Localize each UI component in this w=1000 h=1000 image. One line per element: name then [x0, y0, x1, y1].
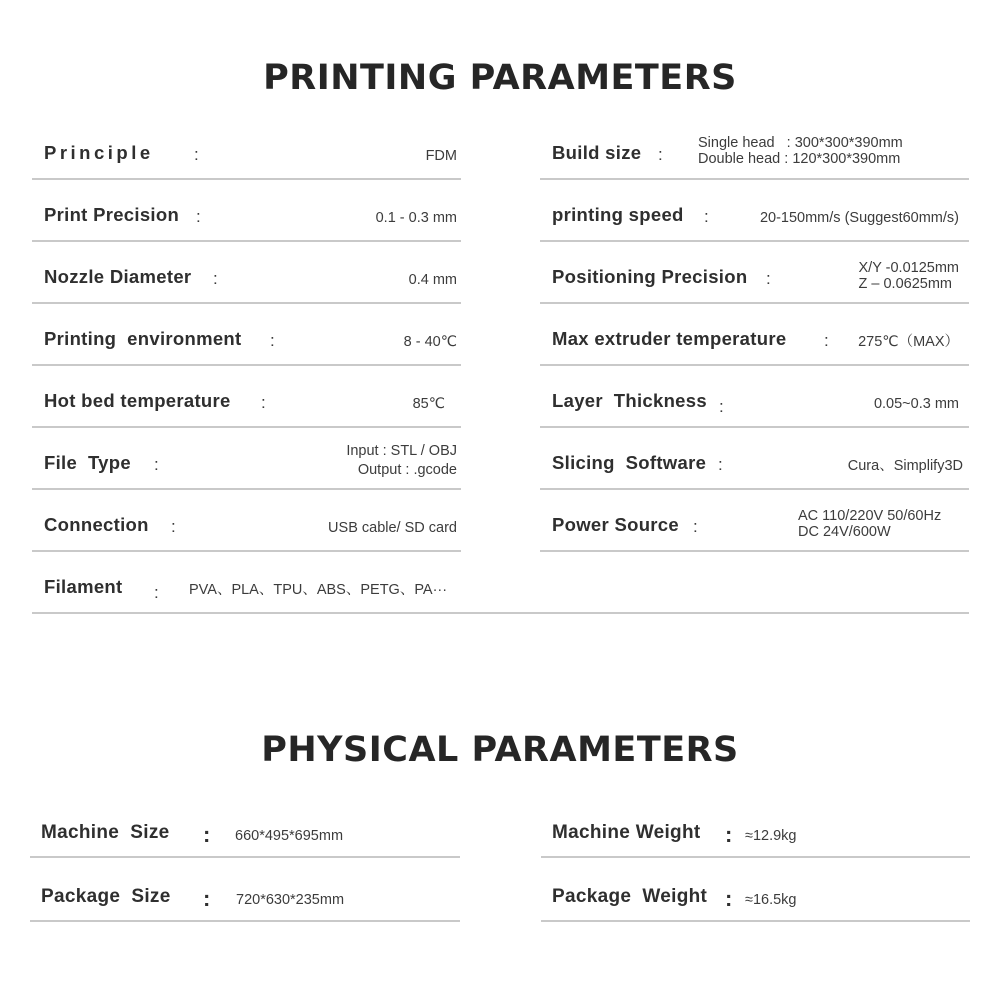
- spec-value-line: Output : .gcode: [357, 462, 457, 478]
- spec-colon: :: [704, 207, 709, 226]
- spec-value: [346, 442, 457, 480]
- spec-value-line: AC 110/220V 50/60Hz: [798, 508, 942, 524]
- spec-label: Connection: [44, 514, 149, 535]
- spec-colon: :: [196, 207, 201, 226]
- spec-value: 20-150mm/s (Suggest60mm/s): [759, 210, 959, 226]
- spec-value: ≈16.5kg: [745, 892, 797, 908]
- spec-row-nozzle-diameter: [32, 250, 461, 304]
- spec-colon: :: [261, 393, 266, 412]
- spec-label: Package Weight: [552, 886, 708, 907]
- physical-parameters-title: PHYSICAL PARAMETERS: [261, 730, 739, 770]
- spec-row-machine-weight: [541, 802, 970, 858]
- spec-row-printing-speed: [540, 188, 969, 242]
- spec-label: Slicing Software: [552, 452, 707, 473]
- spec-row-slicing-software: [540, 436, 969, 490]
- spec-label: Principle: [44, 142, 154, 163]
- spec-colon: :: [154, 455, 159, 474]
- spec-value-line: Input : STL / OBJ: [346, 443, 457, 459]
- spec-row-build-size: [540, 126, 969, 180]
- spec-row-max-extruder-temperature: [540, 312, 969, 366]
- spec-colon: :: [194, 145, 199, 164]
- spec-value-line: X/Y -0.0125mm: [858, 260, 959, 276]
- spec-colon: :: [154, 583, 159, 602]
- spec-row-filament: [32, 560, 969, 614]
- spec-label: Filament: [44, 576, 123, 597]
- printing-parameters-title: PRINTING PARAMETERS: [263, 58, 737, 98]
- spec-value-line: Z – 0.0625mm: [858, 276, 953, 292]
- spec-value: 660*495*695mm: [235, 828, 344, 844]
- spec-row-file-type: [32, 436, 461, 490]
- spec-row-connection: [32, 498, 461, 552]
- spec-label: Hot bed temperature: [44, 390, 231, 411]
- spec-value-line: DC 24V/600W: [798, 524, 891, 540]
- spec-row-hot-bed-temperature: [32, 374, 461, 428]
- spec-row-machine-size: [30, 802, 460, 858]
- spec-row-package-weight: [541, 866, 970, 922]
- spec-label: Package Size: [41, 886, 171, 907]
- spec-row-package-size: [30, 866, 460, 922]
- spec-colon: :: [719, 397, 724, 416]
- spec-value: ≈12.9kg: [745, 828, 797, 844]
- spec-colon: :: [824, 331, 829, 350]
- spec-colon: :: [203, 886, 211, 911]
- spec-value: 8 - 40℃: [403, 334, 457, 350]
- spec-colon: :: [725, 886, 733, 911]
- spec-label: printing speed: [552, 204, 684, 225]
- spec-value: 275℃（MAX）: [858, 334, 959, 350]
- spec-label: Positioning Precision: [552, 266, 748, 287]
- spec-value: [698, 135, 903, 167]
- spec-value: [859, 260, 959, 292]
- spec-label: Build size: [552, 142, 642, 163]
- spec-label: File Type: [44, 452, 131, 473]
- spec-row-print-precision: [32, 188, 461, 242]
- spec-value: 85℃: [412, 396, 445, 412]
- spec-value: 0.4 mm: [408, 272, 457, 288]
- spec-value-line: Single head : 300*300*390mm: [698, 135, 903, 151]
- spec-colon: :: [718, 455, 723, 474]
- spec-row-layer-thickness: [540, 374, 969, 428]
- spec-value: PVA、PLA、TPU、ABS、PETG、PA···: [189, 582, 448, 598]
- spec-colon: :: [270, 331, 275, 350]
- spec-value: [798, 508, 941, 540]
- spec-label: Max extruder temperature: [552, 328, 787, 349]
- spec-colon: :: [658, 145, 663, 164]
- spec-value: 0.05~0.3 mm: [873, 396, 959, 412]
- spec-value: FDM: [425, 148, 457, 164]
- spec-label: Machine Size: [41, 822, 170, 843]
- spec-value-line: Double head : 120*300*390mm: [698, 151, 901, 167]
- spec-label: Nozzle Diameter: [44, 266, 192, 287]
- spec-value: Cura、Simplify3D: [847, 458, 963, 474]
- spec-label: Printing environment: [44, 328, 242, 349]
- spec-row-positioning-precision: [540, 250, 969, 304]
- spec-row-printing-environment: [32, 312, 461, 366]
- spec-colon: :: [213, 269, 218, 288]
- spec-colon: :: [766, 269, 771, 288]
- spec-colon: :: [203, 822, 211, 847]
- spec-colon: :: [725, 822, 733, 847]
- spec-label: Machine Weight: [552, 822, 701, 843]
- spec-row-principle: [32, 126, 461, 180]
- spec-colon: :: [693, 517, 698, 536]
- spec-value: USB cable/ SD card: [328, 520, 457, 536]
- spec-label: Power Source: [552, 514, 679, 535]
- spec-value: 720*630*235mm: [236, 892, 345, 908]
- spec-colon: :: [171, 517, 176, 536]
- spec-label: Print Precision: [44, 204, 180, 225]
- spec-label: Layer Thickness: [552, 390, 707, 411]
- spec-row-power-source: [540, 498, 969, 552]
- spec-value: 0.1 - 0.3 mm: [375, 210, 457, 226]
